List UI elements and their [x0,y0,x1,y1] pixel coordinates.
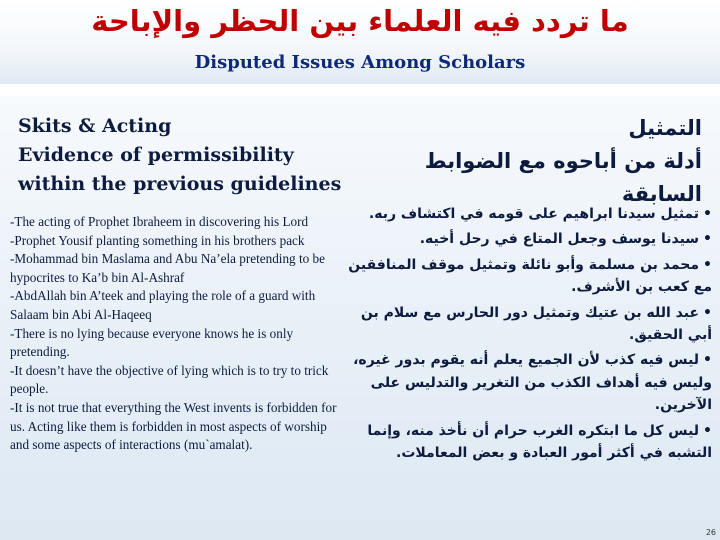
bullet-icon: • [703,231,712,248]
arabic-points [340,203,712,467]
bullet-icon: • [703,352,712,369]
arabic-point [340,203,712,225]
english-point: -It is not true that everything the West invents is forbidden for us. Acting like them is forbidden in most aspects of worship and some aspects of interactions (mu`amalat). [10,399,337,453]
english-point: -Mohammad bin Maslama and Abu Na’ela pretending to be hypocrites to Ka’b bin Al-Ashraf [10,251,325,285]
arabic-point-text: تمثيل سيدنا ابراهيم على قومه في اكتشاف ربه. [368,206,700,222]
english-point: -The acting of Prophet Ibraheem in discovering his Lord [10,214,309,229]
english-heading-subtitle: Evidence of permissibility within the previous guidelines [18,144,342,195]
arabic-point [340,349,712,416]
english-point: -There is no lying because everyone knows he is only pretending. [10,325,294,360]
bullet-icon: • [703,256,712,273]
arabic-point [340,302,712,347]
bullet-icon: • [703,206,712,222]
english-points [10,213,342,455]
english-point: -AbdAllah bin A’teek and playing the role of a guard with Salaam bin Abi Al-Haqeeq [10,288,316,322]
arabic-point [340,254,712,299]
bullet-icon: • [703,304,712,321]
arabic-point-text: ليس كل ما ابتكره الغرب حرام أن نأخذ منه، وإنما التشبه في أكثر أمور العبادة و بعض المعاملات. [367,422,712,462]
arabic-heading [342,112,702,211]
english-heading [18,112,363,199]
arabic-point [340,420,712,465]
arabic-point-text: محمد بن مسلمة وأبو نائلة وتمثيل موقف المنافقين مع كعب بن الأشرف. [348,256,712,296]
arabic-point-text: ليس فيه كذب لأن الجميع يعلم أنه يقوم بدور غيره، وليس فيه أهداف الكذب من التغرير والتدليس على الآخرين. [353,352,712,414]
english-point: -Prophet Yousif planting something in his brothers pack [10,232,305,248]
english-point: -It doesn’t have the objective of lying which is to try to trick people. [10,362,329,397]
arabic-point [340,228,712,250]
english-heading-topic: Skits & Acting [18,115,172,137]
arabic-heading-topic: التمثيل [628,116,702,140]
arabic-point-text: عبد الله بن عتيك وتمثيل دور الحارس مع سلام بن أبي الحقيق. [360,304,712,344]
bullet-icon: • [703,422,712,439]
english-title: Disputed Issues Among Scholars [194,52,526,73]
arabic-heading-subtitle: أدلة من أباحوه مع الضوابط السابقة [424,149,702,206]
arabic-point-text: سيدنا يوسف وجعل المتاع في رحل أخيه. [419,231,700,248]
page-number: 26 [705,528,716,537]
arabic-title: ما تردد فيه العلماء بين الحظر والإباحة [91,4,629,38]
